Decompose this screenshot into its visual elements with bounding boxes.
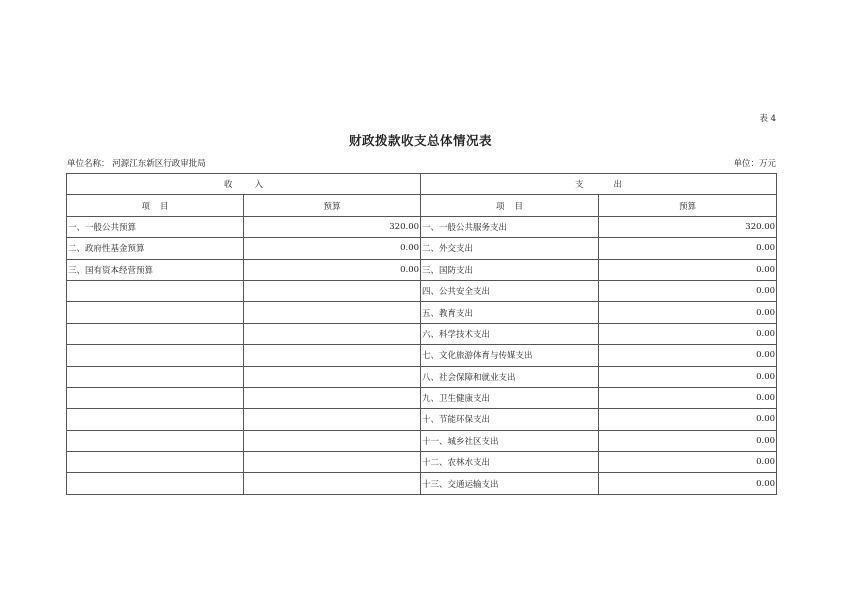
budget-table — [66, 173, 777, 495]
table-row — [67, 409, 777, 430]
income-budget-cell: 0.00 — [244, 238, 421, 259]
table-row — [67, 238, 777, 259]
table-row — [67, 473, 777, 494]
expense-budget-cell: 0.00 — [599, 280, 777, 301]
expense-budget-cell: 0.00 — [599, 366, 777, 387]
unit-name: 单位名称： 河源江东新区行政审批局 — [67, 159, 206, 169]
income-item-cell — [67, 323, 244, 344]
income-header: 收入 — [67, 174, 421, 195]
income-budget-cell — [244, 302, 421, 323]
expense-header: 支出 — [421, 174, 777, 195]
income-item-cell — [67, 473, 244, 494]
income-item-col-header: 项目 — [67, 195, 244, 216]
income-budget-cell — [244, 430, 421, 451]
income-budget-cell — [244, 409, 421, 430]
income-budget-cell: 0.00 — [244, 259, 421, 280]
table-number: 表 4 — [759, 114, 776, 124]
income-budget-cell — [244, 323, 421, 344]
section-header-row — [67, 174, 777, 195]
table-row — [67, 302, 777, 323]
column-header-row — [67, 195, 777, 216]
expense-item-cell: 十一、城乡社区支出 — [421, 430, 599, 451]
income-item-cell — [67, 387, 244, 408]
income-item-cell — [67, 366, 244, 387]
income-budget-cell — [244, 473, 421, 494]
page-title: 财政拨款收支总体情况表 — [348, 133, 492, 148]
expense-item-cell: 十三、交通运输支出 — [421, 473, 599, 494]
table-row — [67, 259, 777, 280]
expense-item-cell: 十、节能环保支出 — [421, 409, 599, 430]
table-row — [67, 216, 777, 237]
table-row — [67, 366, 777, 387]
table-row — [67, 280, 777, 301]
income-item-cell — [67, 280, 244, 301]
expense-budget-cell: 320.00 — [599, 216, 777, 237]
expense-item-cell: 四、公共安全支出 — [421, 280, 599, 301]
expense-budget-cell: 0.00 — [599, 259, 777, 280]
expense-budget-cell: 0.00 — [599, 473, 777, 494]
expense-budget-cell: 0.00 — [599, 387, 777, 408]
expense-item-cell: 三、国防支出 — [421, 259, 599, 280]
expense-budget-cell: 0.00 — [599, 430, 777, 451]
income-item-cell — [67, 345, 244, 366]
expense-item-cell: 二、外交支出 — [421, 238, 599, 259]
income-item-cell: 二、政府性基金预算 — [67, 238, 244, 259]
expense-item-cell: 七、文化旅游体育与传媒支出 — [421, 345, 599, 366]
expense-item-cell: 六、科学技术支出 — [421, 323, 599, 344]
table-row — [67, 452, 777, 473]
table-row — [67, 430, 777, 451]
income-budget-cell — [244, 280, 421, 301]
income-budget-cell — [244, 452, 421, 473]
income-budget-cell — [244, 366, 421, 387]
income-budget-cell — [244, 345, 421, 366]
unit-of-measure: 单位：万元 — [733, 159, 776, 169]
expense-budget-cell: 0.00 — [599, 238, 777, 259]
expense-item-cell: 五、教育支出 — [421, 302, 599, 323]
expense-budget-cell: 0.00 — [599, 302, 777, 323]
income-budget-col-header: 预算 — [244, 195, 421, 216]
expense-item-cell: 十二、农林水支出 — [421, 452, 599, 473]
expense-item-cell: 八、社会保障和就业支出 — [421, 366, 599, 387]
income-budget-cell — [244, 387, 421, 408]
expense-item-cell: 九、卫生健康支出 — [421, 387, 599, 408]
table-row — [67, 345, 777, 366]
income-budget-cell: 320.00 — [244, 216, 421, 237]
income-item-cell: 三、国有资本经营预算 — [67, 259, 244, 280]
expense-budget-col-header: 预算 — [599, 195, 777, 216]
income-item-cell — [67, 452, 244, 473]
expense-budget-cell: 0.00 — [599, 409, 777, 430]
expense-item-cell: 一、一般公共服务支出 — [421, 216, 599, 237]
expense-item-col-header: 项目 — [421, 195, 599, 216]
income-item-cell: 一、一般公共预算 — [67, 216, 244, 237]
expense-budget-cell: 0.00 — [599, 345, 777, 366]
income-item-cell — [67, 302, 244, 323]
expense-budget-cell: 0.00 — [599, 452, 777, 473]
income-item-cell — [67, 409, 244, 430]
income-item-cell — [67, 430, 244, 451]
table-row — [67, 387, 777, 408]
expense-budget-cell: 0.00 — [599, 323, 777, 344]
table-row — [67, 323, 777, 344]
